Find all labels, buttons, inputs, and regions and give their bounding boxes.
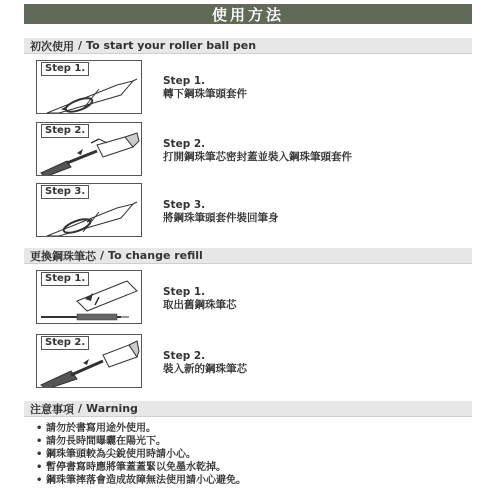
section-separator: / <box>78 39 83 52</box>
section-title-en: To change refill <box>108 249 203 262</box>
section-title-zh: 更換鋼珠筆芯 <box>30 249 96 263</box>
warning-text: 鋼珠筆摔落會造成故障無法使用請小心避免。 <box>46 475 246 486</box>
step-description <box>163 199 279 225</box>
warning-text: 請勿於書寫用途外使用。 <box>46 423 156 434</box>
step-illustration-unscrew-tip <box>36 60 142 114</box>
step-label: Step 2. <box>41 124 89 138</box>
step-description <box>163 75 247 101</box>
step-title: Step 1. <box>163 286 206 298</box>
step-description <box>163 138 352 164</box>
step-label: Step 1. <box>41 272 89 286</box>
warning-item <box>36 435 246 448</box>
step-title: Step 2. <box>163 350 206 362</box>
step-illustration-reattach-tip <box>36 183 142 237</box>
warning-list <box>36 422 246 487</box>
step-instruction: 將鋼珠筆頭套件裝回筆身 <box>163 212 279 224</box>
bullet: • <box>36 449 43 460</box>
section-header-warning <box>24 401 472 417</box>
step-title: Step 1. <box>163 75 206 87</box>
step-instruction: 裝入新的鋼珠筆芯 <box>163 363 247 375</box>
warning-item <box>36 474 246 487</box>
step-illustration-open-refill <box>36 122 142 176</box>
section-separator: / <box>78 402 83 415</box>
bullet: • <box>36 436 43 447</box>
step-illustration-remove-refill <box>36 270 142 324</box>
section-separator: / <box>100 249 105 262</box>
warning-text: 鋼珠筆頭較為尖銳使用時請小心。 <box>46 449 196 460</box>
bullet: • <box>36 462 43 473</box>
section-title-en: Warning <box>86 402 138 415</box>
step-instruction: 轉下鋼珠筆頭套件 <box>163 88 247 100</box>
step-title: Step 2. <box>163 138 206 150</box>
warning-text: 請勿長時間曝曬在陽光下。 <box>46 436 166 447</box>
section-header-change-refill <box>24 248 472 264</box>
step-title: Step 3. <box>163 199 206 211</box>
section-title-en: To start your roller ball pen <box>86 39 257 52</box>
warning-item <box>36 448 246 461</box>
page-title: 使用方法 <box>24 4 472 24</box>
warning-item <box>36 461 246 474</box>
section-header-start <box>24 38 472 54</box>
step-instruction: 取出舊鋼珠筆芯 <box>163 299 237 311</box>
step-label: Step 1. <box>41 62 89 76</box>
step-label: Step 3. <box>41 185 89 199</box>
step-instruction: 打開鋼珠筆芯密封蓋並裝入鋼珠筆頭套件 <box>163 151 352 163</box>
bullet: • <box>36 475 43 486</box>
step-description <box>163 286 237 312</box>
section-title-zh: 注意事項 <box>30 402 74 416</box>
step-label: Step 2. <box>41 336 89 350</box>
warning-item <box>36 422 246 435</box>
warning-text: 暫停書寫時應將筆蓋蓋緊以免墨水乾掉。 <box>46 462 226 473</box>
step-description <box>163 350 247 376</box>
section-title-zh: 初次使用 <box>30 39 74 53</box>
bullet: • <box>36 423 43 434</box>
step-illustration-insert-refill <box>36 334 142 388</box>
